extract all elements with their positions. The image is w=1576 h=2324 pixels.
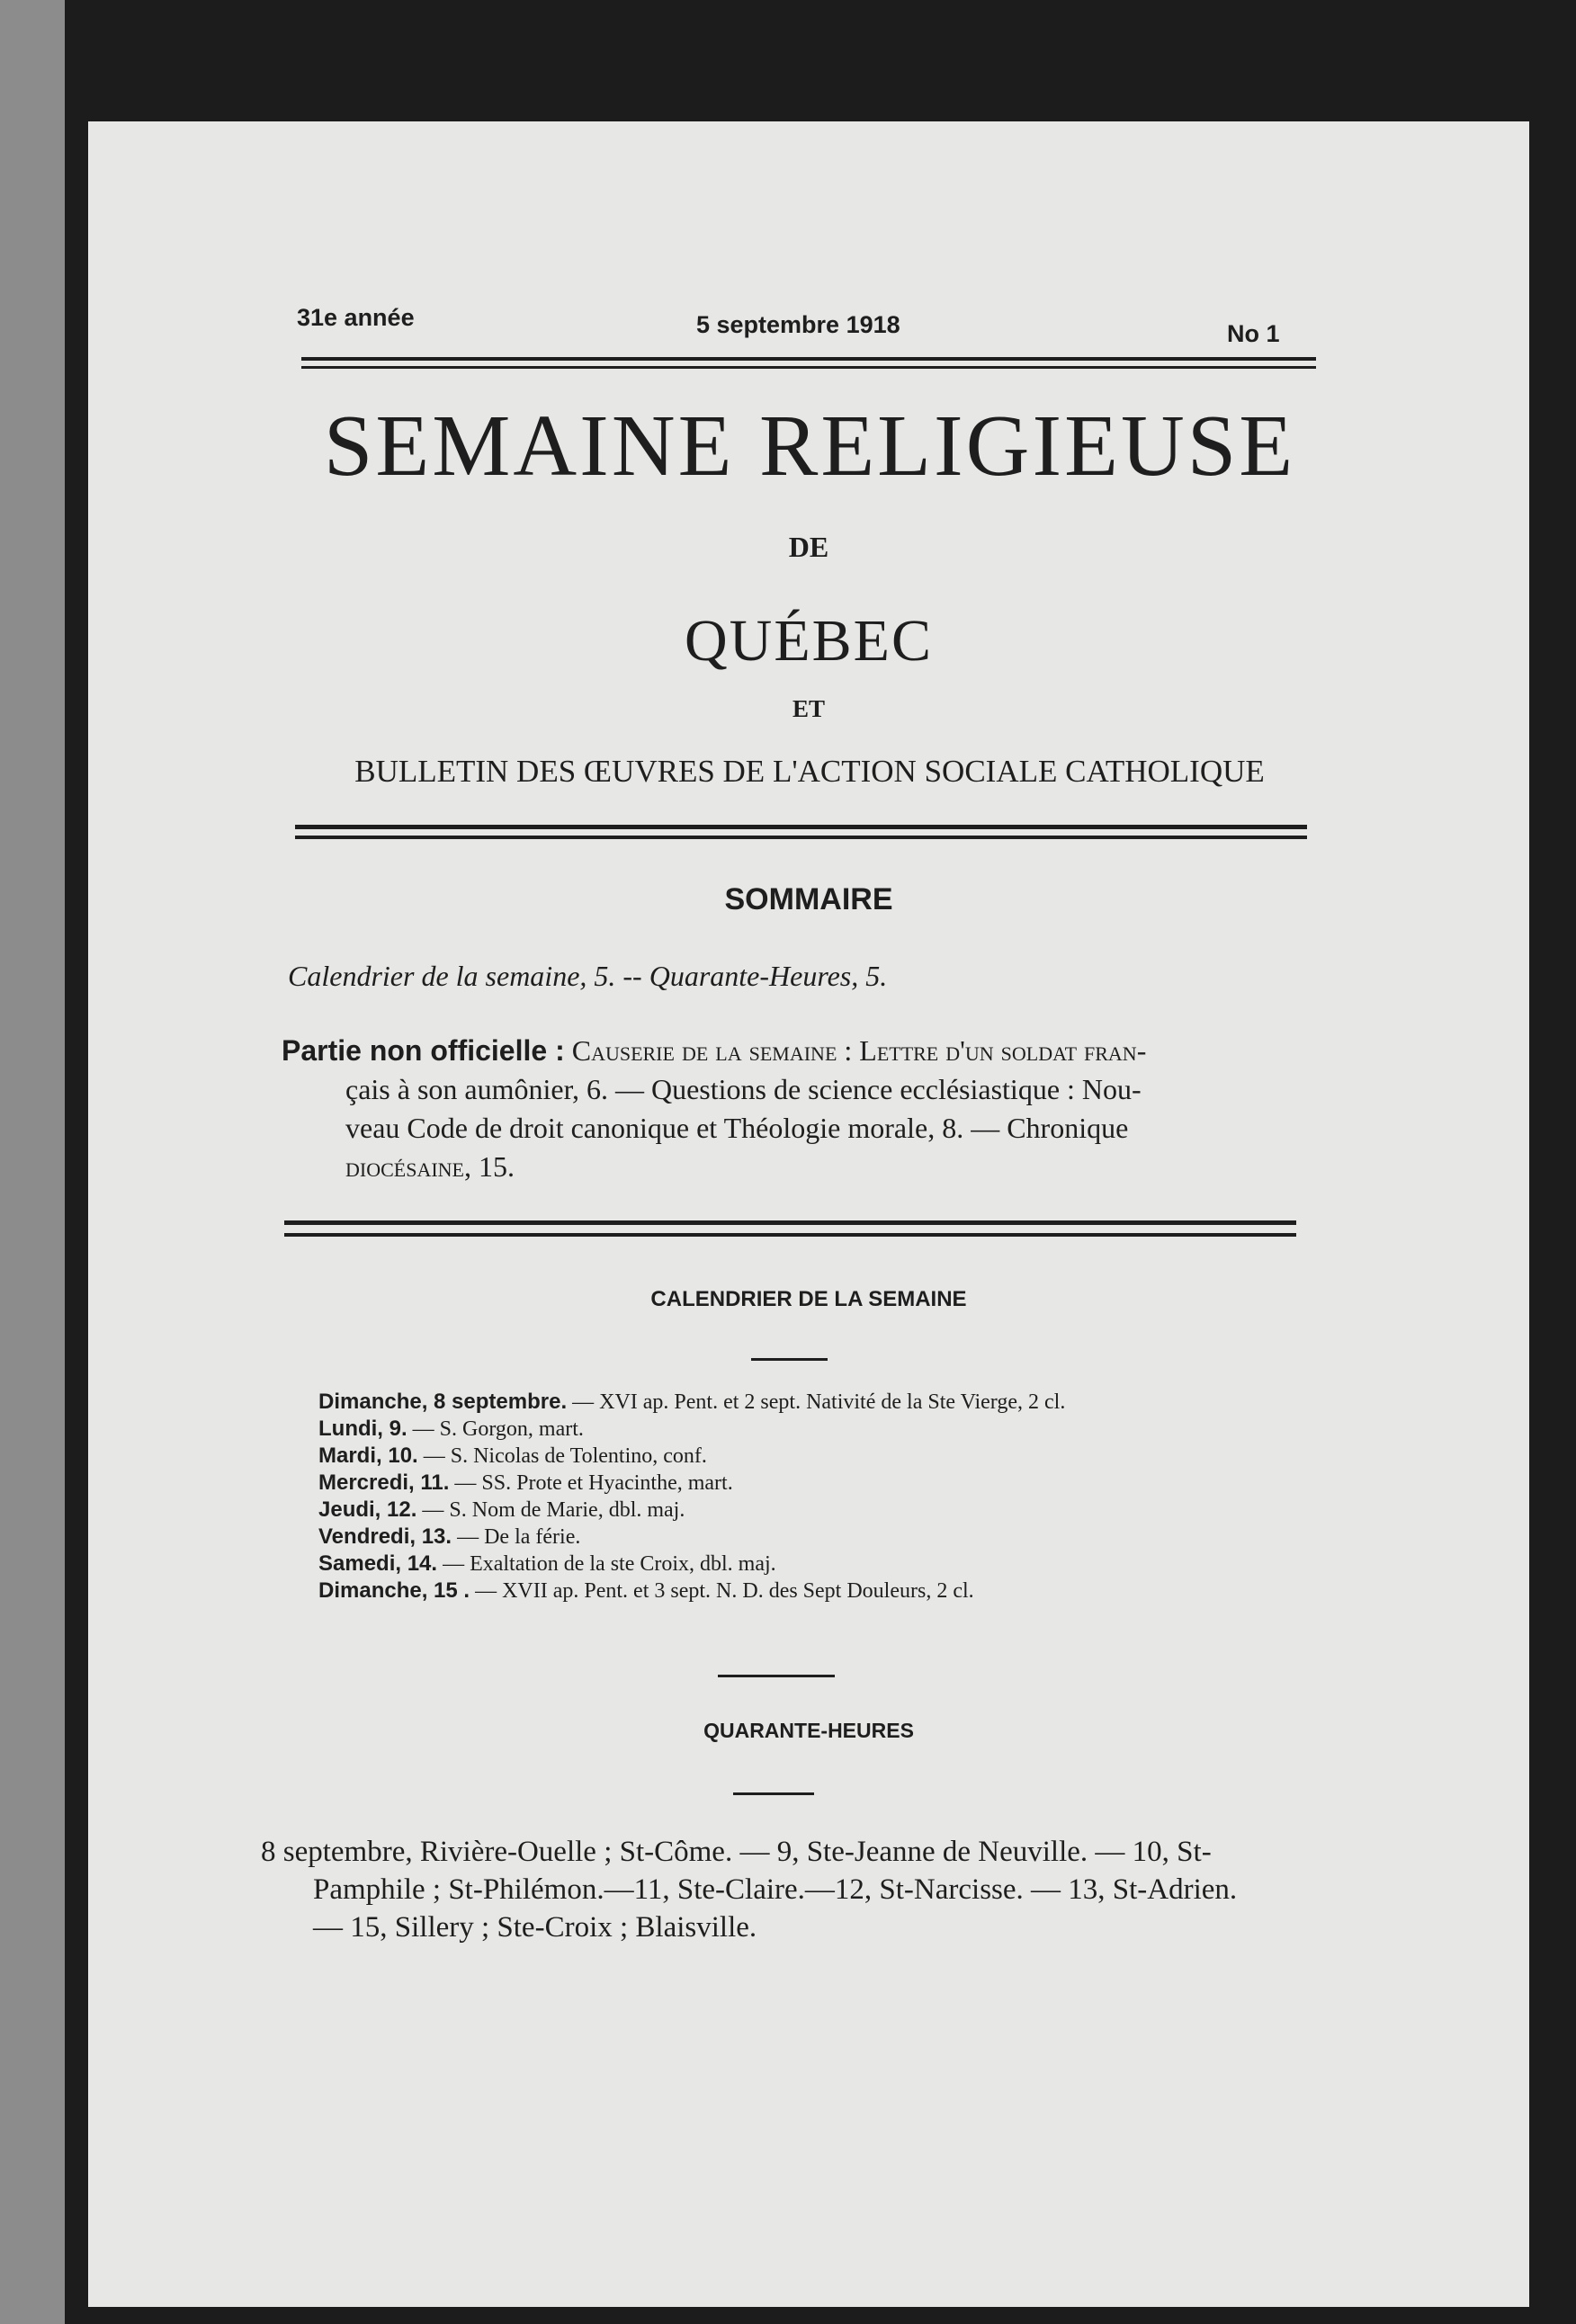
calendar-day: Mardi, 10. xyxy=(318,1444,418,1468)
calendar-item xyxy=(318,1524,580,1550)
issue-date: 5 septembre 1918 xyxy=(696,311,900,338)
sommaire-line-1: Calendrier de la semaine, 5. -- Quarante-Heures, 5. xyxy=(288,960,888,992)
calendar-text: — S. Nom de Marie, dbl. maj. xyxy=(416,1498,685,1522)
title-city: QUÉBEC xyxy=(685,608,933,674)
calendar-text: — Exaltation de la ste Croix, dbl. maj. xyxy=(437,1552,776,1576)
calendar-item xyxy=(318,1497,685,1523)
facing-page-edge xyxy=(0,0,65,2324)
issue-number: No 1 xyxy=(1227,320,1280,347)
sommaire-paragraph-line-1 xyxy=(282,1032,1146,1070)
sommaire-rule-2 xyxy=(284,1233,1296,1237)
quarante-heures-heading: QUARANTE-HEURES xyxy=(703,1719,914,1742)
top-rule-1 xyxy=(301,357,1316,361)
calendar-item xyxy=(318,1578,974,1604)
calendar-text: — S. Nicolas de Tolentino, conf. xyxy=(417,1444,707,1468)
calendar-day: Jeudi, 12. xyxy=(318,1497,417,1522)
calendar-day: Mercredi, 11. xyxy=(318,1470,450,1495)
calendar-day: Dimanche, 8 septembre. xyxy=(318,1390,568,1414)
quarante-heures-line-3: — 15, Sillery ; Ste-Croix ; Blaisville. xyxy=(313,1911,757,1944)
title-rule-2 xyxy=(295,836,1307,839)
calendar-item xyxy=(318,1390,1065,1415)
calendar-text: — S. Gorgon, mart. xyxy=(407,1417,584,1441)
sommaire-paragraph-line-3: veau Code de droit canonique et Théologie morale, 8. — Chronique xyxy=(345,1112,1129,1144)
top-rule-2 xyxy=(301,366,1316,369)
sommaire-heading: SOMMAIRE xyxy=(724,882,893,916)
calendar-day: Vendredi, 13. xyxy=(318,1524,452,1549)
calendar-item xyxy=(318,1444,707,1469)
sommaire-paragraph-line-2: çais à son aumônier, 6. — Questions de science ecclésiastique : Nou- xyxy=(345,1073,1142,1105)
sommaire-paragraph-line-4: diocésaine, 15. xyxy=(345,1150,515,1183)
quarante-heures-line-2: Pamphile ; St-Philémon.—11, Ste-Claire.—12, St-Narcisse. — 13, St-Adrien. xyxy=(313,1873,1238,1906)
quarante-heures-short-rule xyxy=(733,1792,814,1795)
year-label: 31e année xyxy=(297,304,415,331)
calendar-text: — XVII ap. Pent. et 3 sept. N. D. des Sept Douleurs, 2 cl. xyxy=(470,1579,974,1603)
calendar-end-rule xyxy=(718,1675,835,1677)
publication-title: SEMAINE RELIGIEUSE xyxy=(323,398,1296,495)
calendar-item xyxy=(318,1470,733,1496)
sommaire-rule-1 xyxy=(284,1220,1296,1225)
calendar-text: — De la férie. xyxy=(452,1525,581,1549)
title-et: ET xyxy=(792,695,826,722)
calendar-text: — XVI ap. Pent. et 2 sept. Nativité de la Ste Vierge, 2 cl. xyxy=(567,1390,1066,1414)
title-de: DE xyxy=(788,531,829,563)
sommaire-part-label: Partie non officielle : xyxy=(282,1034,565,1067)
calendrier-heading: CALENDRIER DE LA SEMAINE xyxy=(650,1287,967,1311)
calendrier-short-rule xyxy=(751,1358,828,1361)
sommaire-part-text: Causerie de la semaine : Lettre d'un soldat fran- xyxy=(571,1034,1147,1067)
calendar-day: Samedi, 14. xyxy=(318,1551,438,1576)
calendar-day: Lundi, 9. xyxy=(318,1417,407,1441)
calendar-text: — SS. Prote et Hyacinthe, mart. xyxy=(449,1471,733,1495)
document-page xyxy=(88,121,1529,2307)
calendar-day: Dimanche, 15 . xyxy=(318,1578,470,1603)
calendar-item xyxy=(318,1551,776,1577)
quarante-heures-line-1: 8 septembre, Rivière-Ouelle ; St-Côme. — 9, Ste-Jeanne de Neuville. — 10, St- xyxy=(261,1836,1212,1868)
title-subtitle: BULLETIN DES ŒUVRES DE L'ACTION SOCIALE CATHOLIQUE xyxy=(354,754,1265,789)
title-rule-1 xyxy=(295,825,1307,829)
calendar-item xyxy=(318,1417,584,1442)
